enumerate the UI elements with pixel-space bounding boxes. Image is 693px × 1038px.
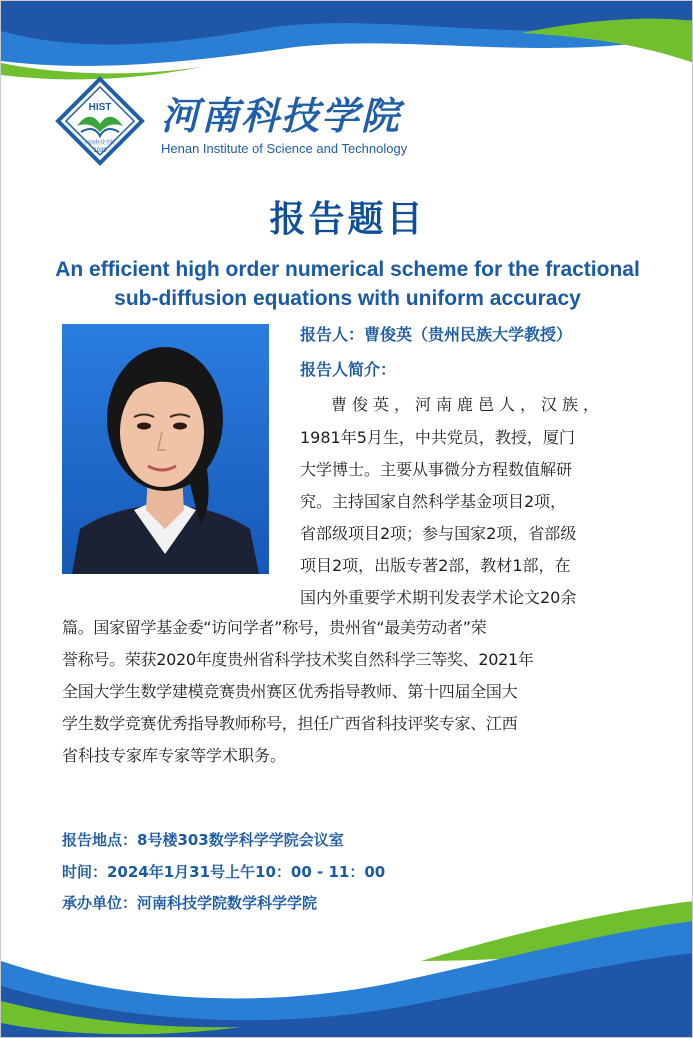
school-name-en: Henan Institute of Science and Technology — [161, 141, 408, 156]
bio-line: 誉称号。荣获2020年度贵州省科学技术奖自然科学三等奖、2021年 — [62, 650, 534, 669]
event-host: 承办单位：河南科技学院数学科学学院 — [62, 894, 318, 912]
bio-line: 曹俊英，河南鹿邑人，汉族， — [331, 395, 605, 414]
speaker-intro-label: 报告人简介： — [300, 360, 397, 379]
bio-line: 国内外重要学术期刊发表学术论文20余 — [300, 588, 577, 607]
school-name-cn: 河南科技学院 — [161, 93, 402, 138]
report-heading: 报告题目 — [269, 199, 426, 240]
report-title — [31, 255, 664, 313]
report-title-line-2: sub-diffusion equations with uniform accuracy — [114, 287, 581, 310]
bio-line: 大学博士。主要从事微分方程数值解研 — [300, 460, 573, 479]
event-location: 报告地点：8号楼303数学科学学院会议室 — [62, 831, 344, 849]
school-emblem — [55, 76, 145, 166]
bio-line: 究。主持国家自然科学基金项目2项， — [300, 492, 567, 511]
emblem-year-text: 1939 — [93, 148, 107, 154]
bio-line: 全国大学生数学建模竞赛贵州赛区优秀指导教师、第十四届全国大 — [62, 682, 518, 701]
emblem-name-text: 河南科技学院 — [84, 140, 116, 146]
speaker-photo — [62, 324, 269, 574]
bio-line: 篇。国家留学基金委“访问学者”称号，贵州省“最美劳动者”荣 — [62, 618, 487, 637]
report-title-line-1: An efficient high order numerical scheme for the fractional — [55, 258, 640, 281]
bio-line: 1981年5月生，中共党员，教授，厦门 — [300, 428, 575, 447]
event-time: 时间：2024年1月31号上午10：00 - 11：00 — [62, 863, 386, 881]
bio-line: 省科技专家库专家等学术职务。 — [62, 746, 287, 765]
bio-line: 项目2项，出版专著2部，教材1部，在 — [300, 556, 571, 575]
speaker-name: 报告人：曹俊英（贵州民族大学教授） — [300, 325, 573, 344]
bio-line: 学生数学竞赛优秀指导教师称号，担任广西省科技评奖专家、江西 — [62, 714, 518, 733]
bottom-wave-decoration — [1, 901, 693, 1038]
emblem-top-text: HIST — [88, 102, 112, 113]
bio-line: 省部级项目2项；参与国家2项，省部级 — [300, 524, 577, 543]
